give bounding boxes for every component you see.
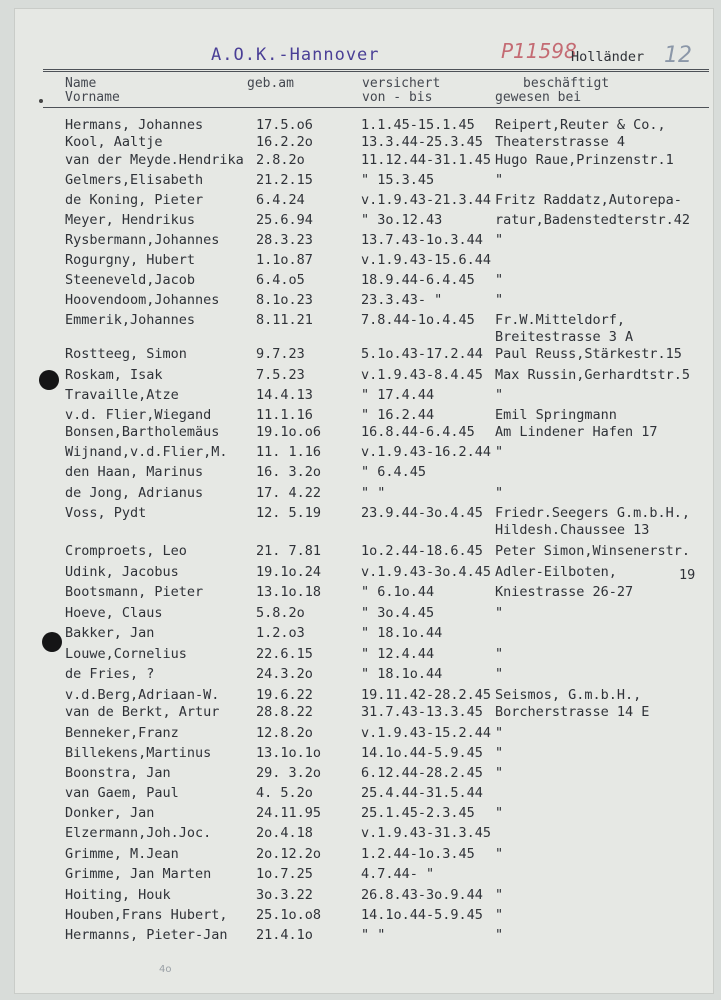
row-born-date: 13.1o.1o	[256, 745, 322, 761]
row-employer: Adler-Eilboten,	[495, 564, 617, 580]
row-name: Kool, Aaltje	[65, 134, 163, 150]
row-insured-period: " 18.1o.44	[361, 666, 443, 682]
row-born-date: 29. 3.2o	[256, 765, 322, 781]
row-born-date: 21. 7.81	[256, 543, 322, 559]
row-name: Travaille,Atze	[65, 387, 179, 403]
row-name: den Haan, Marinus	[65, 464, 204, 480]
row-employer: "	[495, 444, 504, 460]
row-born-date: 25.6.94	[256, 212, 313, 228]
row-employer: Max Russin,Gerhardtstr.5	[495, 367, 691, 383]
winsenerstr-number: 19	[679, 567, 696, 583]
row-insured-period: 7.8.44-1o.4.45	[361, 312, 475, 328]
row-name: Bonsen,Bartholemäus	[65, 424, 220, 440]
row-employer: Seismos, G.m.b.H.,	[495, 687, 642, 703]
row-employer: Peter Simon,Winsenerstr.	[495, 543, 691, 559]
row-employer: "	[495, 387, 504, 403]
punch-hole-lower	[42, 632, 62, 652]
row-born-date: 4. 5.2o	[256, 785, 313, 801]
row-name: van de Berkt, Artur	[65, 704, 220, 720]
row-name: Elzermann,Joh.Joc.	[65, 825, 212, 841]
row-born-date: 8.11.21	[256, 312, 313, 328]
row-insured-period: 11.12.44-31.1.45	[361, 152, 492, 168]
header-rule-bottom	[43, 107, 709, 108]
row-born-date: 5.8.2o	[256, 605, 305, 621]
row-employer: Hildesh.Chaussee 13	[495, 522, 650, 538]
row-employer: "	[495, 805, 504, 821]
row-insured-period: v.1.9.43-3o.4.45	[361, 564, 492, 580]
row-insured-period: " 15.3.45	[361, 172, 435, 188]
row-employer: Kniestrasse 26-27	[495, 584, 634, 600]
row-born-date: 2o.4.18	[256, 825, 313, 841]
row-employer: "	[495, 172, 504, 188]
row-name: Hoiting, Houk	[65, 887, 171, 903]
row-born-date: 19.6.22	[256, 687, 313, 703]
row-name: van Gaem, Paul	[65, 785, 179, 801]
row-born-date: 14.4.13	[256, 387, 313, 403]
row-born-date: 2.8.2o	[256, 152, 305, 168]
row-name: Louwe,Cornelius	[65, 646, 187, 662]
row-employer: "	[495, 605, 504, 621]
row-born-date: 12.8.2o	[256, 725, 313, 741]
row-employer: "	[495, 272, 504, 288]
col-header-employed-at: gewesen bei	[495, 90, 582, 105]
row-insured-period: 1.2.44-1o.3.45	[361, 846, 475, 862]
row-born-date: 9.7.23	[256, 346, 305, 362]
pencil-page-number: 12	[664, 43, 692, 68]
document-title: A.O.K.-Hannover	[211, 45, 380, 65]
row-born-date: 11. 1.16	[256, 444, 322, 460]
row-insured-period: 14.1o.44-5.9.45	[361, 907, 483, 923]
row-born-date: 12. 5.19	[256, 505, 322, 521]
row-born-date: 8.1o.23	[256, 292, 313, 308]
row-born-date: 24.3.2o	[256, 666, 313, 682]
row-employer: Breitestrasse 3 A	[495, 329, 634, 345]
row-name: v.d. Flier,Wiegand	[65, 407, 212, 423]
row-name: Meyer, Hendrikus	[65, 212, 196, 228]
row-name: Benneker,Franz	[65, 725, 179, 741]
row-name: Billekens,Martinus	[65, 745, 212, 761]
row-employer: "	[495, 907, 504, 923]
row-born-date: 16.2.2o	[256, 134, 313, 150]
row-born-date: 13.1o.18	[256, 584, 322, 600]
row-insured-period: 5.1o.43-17.2.44	[361, 346, 483, 362]
row-born-date: 16. 3.2o	[256, 464, 322, 480]
row-insured-period: v.1.9.43-21.3.44	[361, 192, 492, 208]
row-employer: Theaterstrasse 4	[495, 134, 626, 150]
row-employer: Am Lindener Hafen 17	[495, 424, 658, 440]
row-insured-period: " "	[361, 927, 386, 943]
col-header-insured-range: von - bis	[362, 90, 433, 105]
row-name: Rysbermann,Johannes	[65, 232, 220, 248]
row-born-date: 6.4.o5	[256, 272, 305, 288]
row-insured-period: 1.1.45-15.1.45	[361, 117, 475, 133]
col-header-insured: versichert	[362, 76, 441, 91]
row-name: de Jong, Adrianus	[65, 485, 204, 501]
row-name: van der Meyde.Hendrika	[65, 152, 244, 168]
row-name: Hoeve, Claus	[65, 605, 163, 621]
row-employer: Friedr.Seegers G.m.b.H.,	[495, 505, 691, 521]
row-insured-period: " 16.2.44	[361, 407, 435, 423]
row-name: Boonstra, Jan	[65, 765, 171, 781]
row-employer: Fr.W.Mitteldorf,	[495, 312, 626, 328]
col-header-born: geb.am	[247, 76, 294, 91]
row-born-date: 24.11.95	[256, 805, 322, 821]
row-insured-period: 4.7.44- "	[361, 866, 435, 882]
row-insured-period: 16.8.44-6.4.45	[361, 424, 475, 440]
row-name: Bakker, Jan	[65, 625, 155, 641]
row-employer: "	[495, 725, 504, 741]
row-insured-period: 23.3.43- "	[361, 292, 443, 308]
row-name: Udink, Jacobus	[65, 564, 179, 580]
row-insured-period: " 18.1o.44	[361, 625, 443, 641]
pencil-stamp-number: P11598	[501, 39, 577, 63]
punch-hole-upper	[39, 370, 59, 390]
row-name: Rostteeg, Simon	[65, 346, 187, 362]
row-insured-period: v.1.9.43-15.6.44	[361, 252, 492, 268]
row-name: Hermanns, Pieter-Jan	[65, 927, 228, 943]
row-insured-period: 25.4.44-31.5.44	[361, 785, 483, 801]
row-name: Cromproets, Leo	[65, 543, 187, 559]
row-employer: "	[495, 887, 504, 903]
row-insured-period: 14.1o.44-5.9.45	[361, 745, 483, 761]
row-employer: Borcherstrasse 14 E	[495, 704, 650, 720]
row-born-date: 2o.12.2o	[256, 846, 322, 862]
row-born-date: 3o.3.22	[256, 887, 313, 903]
row-insured-period: " 12.4.44	[361, 646, 435, 662]
margin-mark	[39, 99, 43, 103]
header-rule-top	[43, 69, 709, 70]
row-insured-period: 18.9.44-6.4.45	[361, 272, 475, 288]
row-insured-period: 23.9.44-3o.4.45	[361, 505, 483, 521]
row-born-date: 19.1o.24	[256, 564, 322, 580]
row-born-date: 28.8.22	[256, 704, 313, 720]
row-name: Donker, Jan	[65, 805, 155, 821]
row-name: v.d.Berg,Adriaan-W.	[65, 687, 220, 703]
row-insured-period: " 6.4.45	[361, 464, 427, 480]
row-name: Emmerik,Johannes	[65, 312, 196, 328]
row-born-date: 1o.7.25	[256, 866, 313, 882]
row-born-date: 11.1.16	[256, 407, 313, 423]
row-employer: "	[495, 485, 504, 501]
row-name: Houben,Frans Hubert,	[65, 907, 228, 923]
row-born-date: 1.2.o3	[256, 625, 305, 641]
row-name: Gelmers,Elisabeth	[65, 172, 204, 188]
row-insured-period: 31.7.43-13.3.45	[361, 704, 483, 720]
col-header-firstname: Vorname	[65, 90, 120, 105]
row-employer: Fritz Raddatz,Autorepa-	[495, 192, 682, 208]
row-employer: Reipert,Reuter & Co.,	[495, 117, 666, 133]
row-insured-period: 19.11.42-28.2.45	[361, 687, 492, 703]
row-born-date: 22.6.15	[256, 646, 313, 662]
row-born-date: 21.2.15	[256, 172, 313, 188]
row-employer: ratur,Badenstedterstr.42	[495, 212, 691, 228]
row-name: de Fries, ?	[65, 666, 155, 682]
nationality-label: Holländer	[571, 49, 645, 65]
row-employer: "	[495, 232, 504, 248]
row-employer: Emil Springmann	[495, 407, 617, 423]
row-name: Wijnand,v.d.Flier,M.	[65, 444, 228, 460]
document-page	[14, 8, 714, 994]
row-employer: "	[495, 745, 504, 761]
row-insured-period: 13.3.44-25.3.45	[361, 134, 483, 150]
row-insured-period: 1o.2.44-18.6.45	[361, 543, 483, 559]
row-name: Hermans, Johannes	[65, 117, 204, 133]
row-born-date: 28.3.23	[256, 232, 313, 248]
row-insured-period: v.1.9.43-8.4.45	[361, 367, 483, 383]
row-born-date: 19.1o.o6	[256, 424, 322, 440]
row-born-date: 7.5.23	[256, 367, 305, 383]
row-employer: "	[495, 646, 504, 662]
row-insured-period: " 17.4.44	[361, 387, 435, 403]
row-name: Steeneveld,Jacob	[65, 272, 196, 288]
row-insured-period: " "	[361, 485, 386, 501]
row-name: Hoovendoom,Johannes	[65, 292, 220, 308]
row-born-date: 17.5.o6	[256, 117, 313, 133]
row-born-date: 6.4.24	[256, 192, 305, 208]
row-insured-period: v.1.9.43-31.3.45	[361, 825, 492, 841]
row-born-date: 21.4.1o	[256, 927, 313, 943]
row-born-date: 1.1o.87	[256, 252, 313, 268]
row-employer: Hugo Raue,Prinzenstr.1	[495, 152, 674, 168]
row-name: Bootsmann, Pieter	[65, 584, 204, 600]
row-employer: "	[495, 292, 504, 308]
row-insured-period: " 6.1o.44	[361, 584, 435, 600]
col-header-name: Name	[65, 76, 97, 91]
row-insured-period: v.1.9.43-16.2.44	[361, 444, 492, 460]
row-insured-period: 6.12.44-28.2.45	[361, 765, 483, 781]
row-born-date: 17. 4.22	[256, 485, 322, 501]
row-insured-period: " 3o.4.45	[361, 605, 435, 621]
row-employer: Paul Reuss,Stärkestr.15	[495, 346, 682, 362]
row-insured-period: 26.8.43-3o.9.44	[361, 887, 483, 903]
row-insured-period: 25.1.45-2.3.45	[361, 805, 475, 821]
row-name: de Koning, Pieter	[65, 192, 204, 208]
row-name: Grimme, M.Jean	[65, 846, 179, 862]
row-name: Rogurgny, Hubert	[65, 252, 196, 268]
row-name: Voss, Pydt	[65, 505, 147, 521]
row-insured-period: v.1.9.43-15.2.44	[361, 725, 492, 741]
row-name: Grimme, Jan Marten	[65, 866, 212, 882]
row-insured-period: " 3o.12.43	[361, 212, 443, 228]
row-employer: "	[495, 765, 504, 781]
col-header-employed: beschäftigt	[523, 76, 610, 91]
row-born-date: 25.1o.o8	[256, 907, 322, 923]
row-employer: "	[495, 927, 504, 943]
row-employer: "	[495, 846, 504, 862]
row-name: Roskam, Isak	[65, 367, 163, 383]
row-insured-period: 13.7.43-1o.3.44	[361, 232, 483, 248]
header-rule-top-2	[43, 71, 709, 72]
bottom-pencil-mark: 4o	[159, 964, 172, 975]
row-employer: "	[495, 666, 504, 682]
